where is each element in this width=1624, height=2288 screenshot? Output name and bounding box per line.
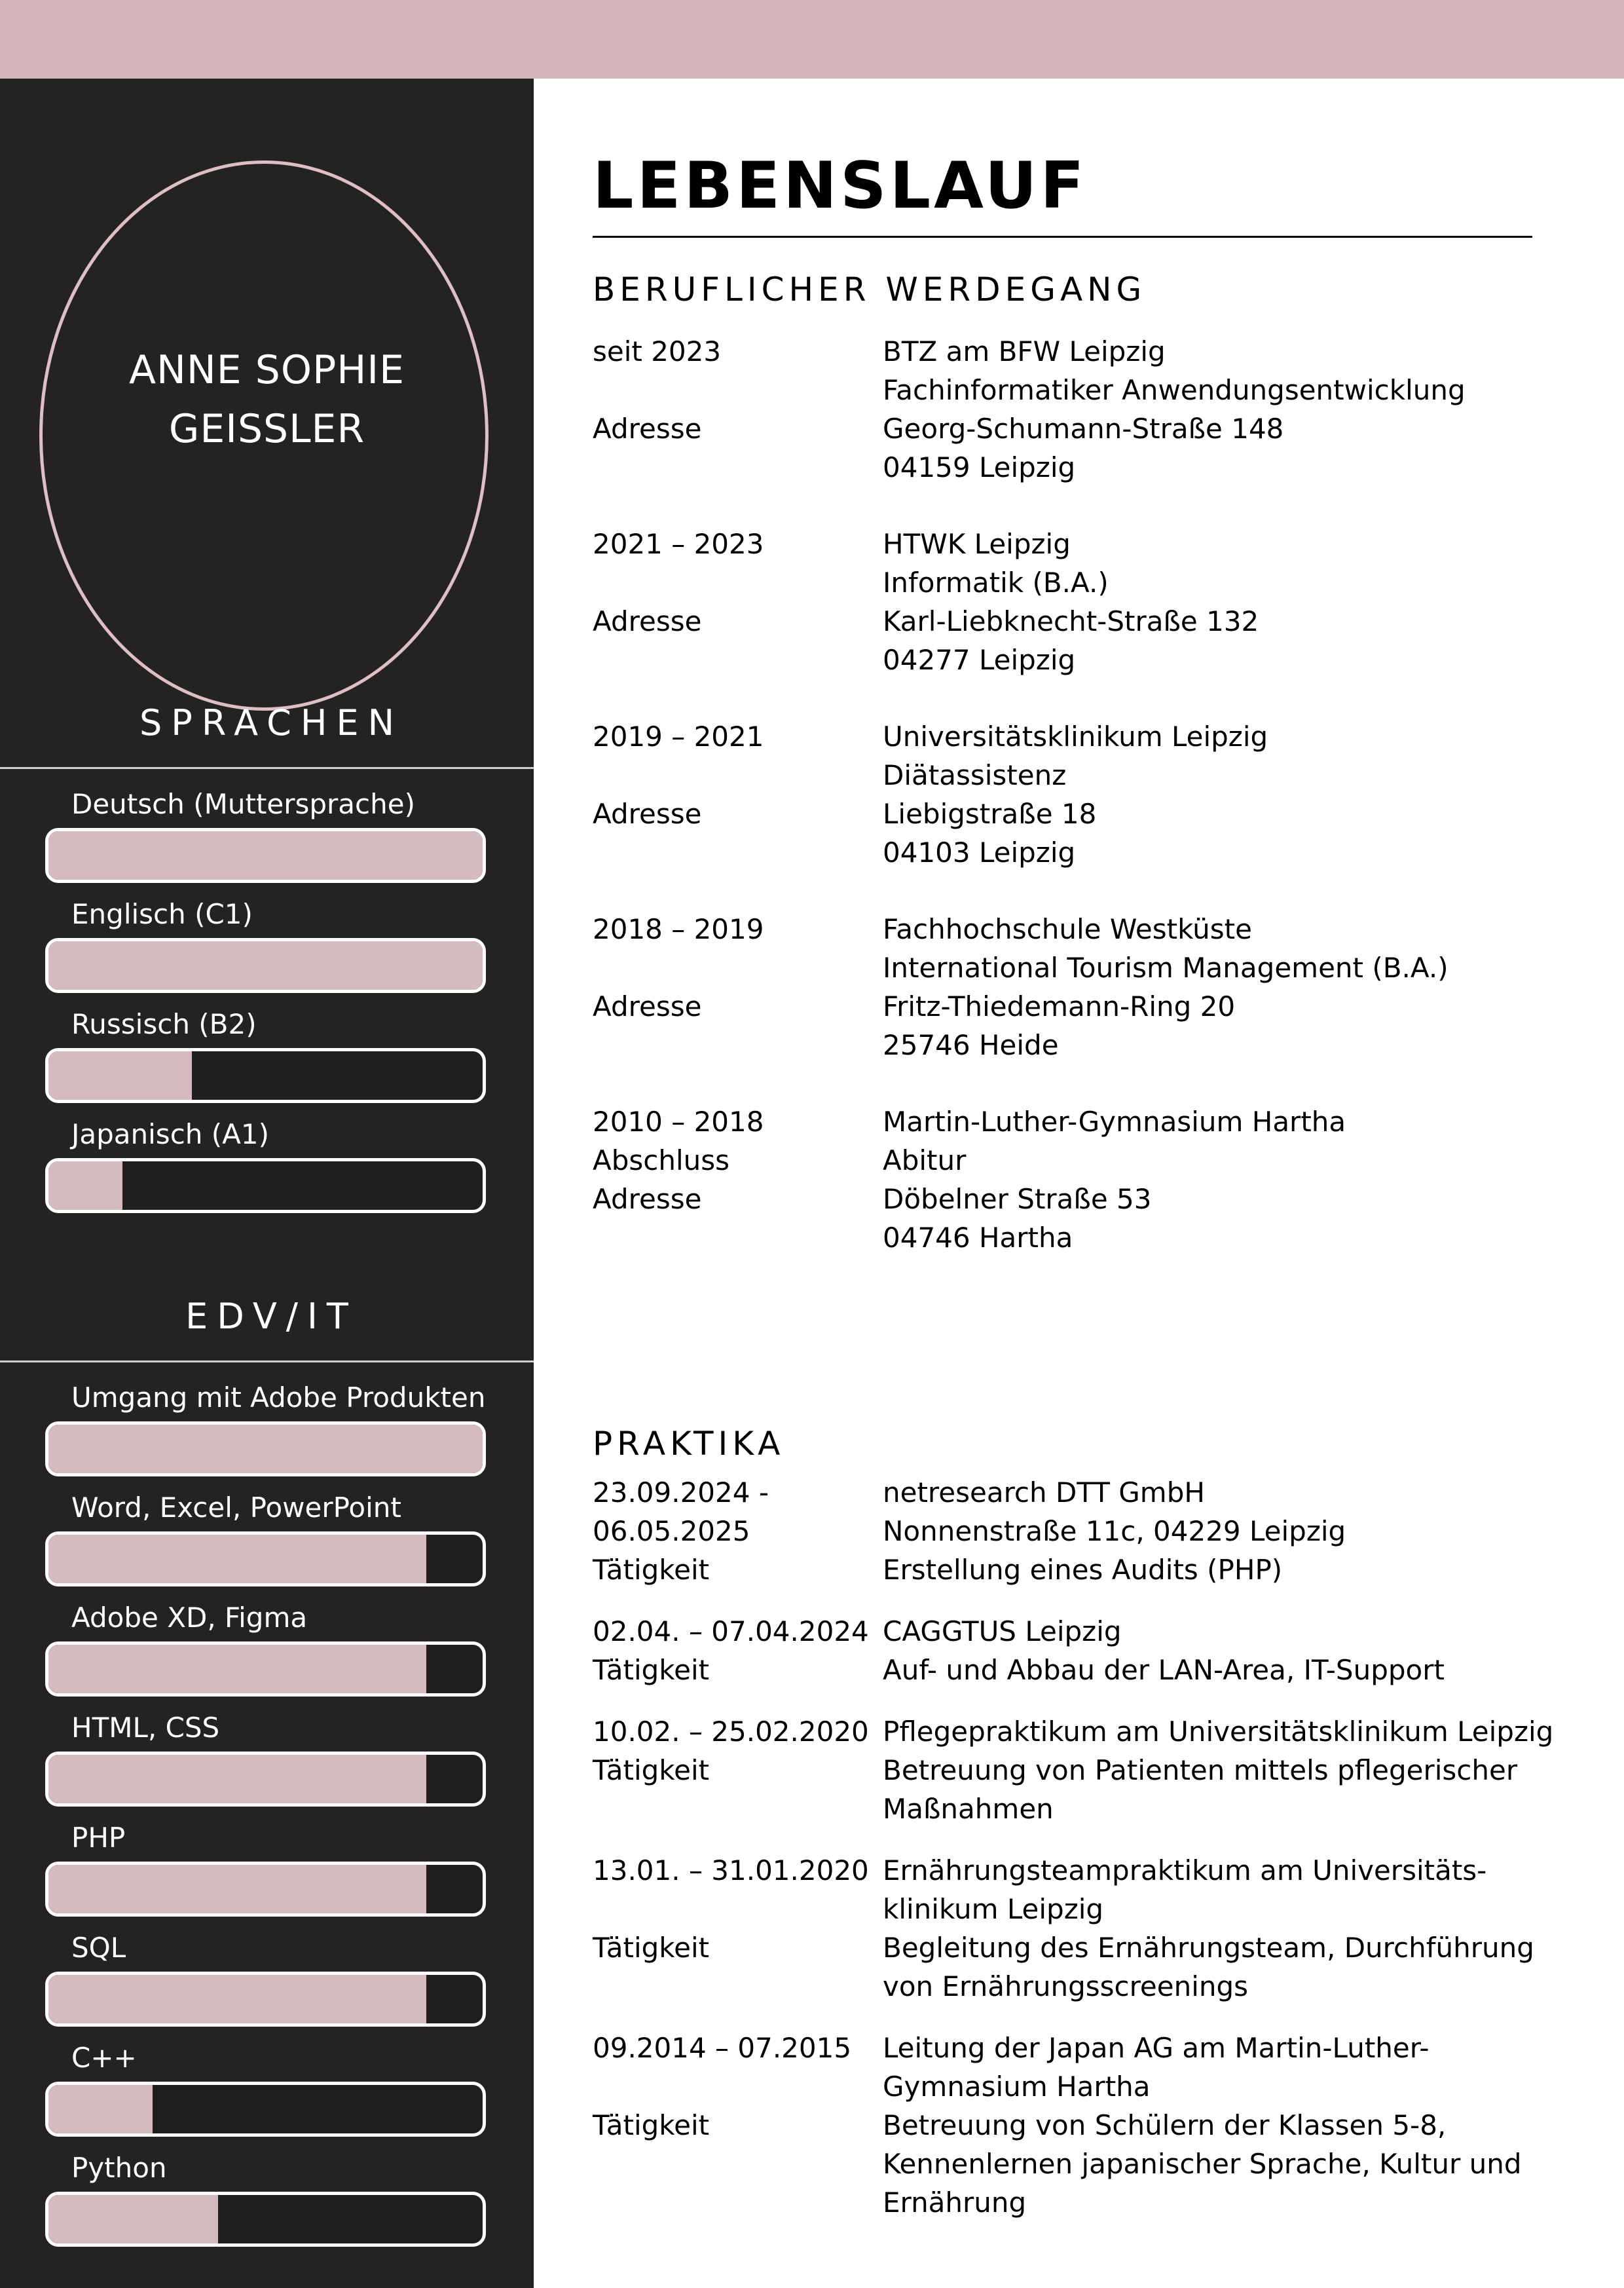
entry-value-line: Ernährung <box>883 2186 1027 2219</box>
entry-values <box>883 1550 1532 1589</box>
entry-value-line: Liebigstraße 18 <box>883 798 1097 830</box>
main-content <box>593 0 1554 2222</box>
entry-values <box>883 1102 1532 1141</box>
page-title: LEBENSLAUF <box>593 149 1088 223</box>
entry-values <box>883 1712 1553 1751</box>
entry-value-line: CAGGTUS Leipzig <box>883 1615 1122 1647</box>
entry-label: Tätigkeit <box>593 1932 710 1964</box>
entry-value-line: Betreuung von Schülern der Klassen 5-8, <box>883 2109 1447 2141</box>
person-name-line2: GEISSLER <box>168 406 365 452</box>
entry-label: 23.09.2024 - <box>593 1476 769 1509</box>
entry-values <box>883 332 1532 409</box>
entry-label: Adresse <box>593 990 702 1022</box>
entry-value-line: Erstellung eines Audits (PHP) <box>883 1554 1283 1586</box>
entry-label: 2021 – 2023 <box>593 528 764 560</box>
skill-item <box>0 2152 534 2247</box>
skill-item <box>0 1119 534 1213</box>
entry-values <box>883 1180 1532 1257</box>
cv-entry <box>593 2029 1532 2222</box>
entry-value-line: Nonnenstraße 11c, 04229 Leipzig <box>883 1515 1346 1547</box>
section-entries-werdegang <box>593 332 1532 1257</box>
skill-item <box>0 1712 534 1807</box>
entry-row <box>593 1550 1532 1589</box>
entry-value-line: HTWK Leipzig <box>883 528 1071 560</box>
entry-value-line: International Tourism Management (B.A.) <box>883 952 1449 984</box>
entry-row <box>593 795 1532 872</box>
skill-item <box>0 1822 534 1917</box>
entry-value-line: Georg-Schumann-Straße 148 <box>883 413 1284 445</box>
entry-row <box>593 1141 1532 1180</box>
entry-values <box>883 2029 1532 2106</box>
entry-row <box>593 602 1532 679</box>
skill-bar <box>45 2192 486 2247</box>
entry-value-line: 04103 Leipzig <box>883 836 1076 869</box>
skill-label: Umgang mit Adobe Produkten <box>71 1381 486 1414</box>
entry-values <box>883 2106 1532 2222</box>
skill-bar-fill <box>48 1161 122 1210</box>
entry-values <box>883 602 1532 679</box>
entry-label: Tätigkeit <box>593 1654 710 1686</box>
main-sections <box>593 271 1554 2222</box>
skill-bar-fill <box>48 1425 483 1473</box>
cv-entry <box>593 525 1532 679</box>
entry-label: 2010 – 2018 <box>593 1106 764 1138</box>
entry-label: Adresse <box>593 605 702 637</box>
entry-value-line: 04159 Leipzig <box>883 451 1076 483</box>
entry-row <box>593 1651 1532 1689</box>
entry-label: Abschluss <box>593 1144 730 1176</box>
skill-bar <box>45 1641 486 1697</box>
skill-bar-fill <box>48 1865 426 1913</box>
entry-row <box>593 1712 1554 1751</box>
skill-bar <box>45 828 486 883</box>
skill-label: Word, Excel, PowerPoint <box>71 1491 401 1524</box>
person-name-line1: ANNE SOPHIE <box>128 347 405 393</box>
entry-row <box>593 1512 1532 1550</box>
section-heading-praktika: PRAKTIKA <box>593 1425 785 1463</box>
entry-value-line: BTZ am BFW Leipzig <box>883 335 1166 367</box>
skill-list-sprachen <box>0 789 534 1213</box>
entry-value-line: Informatik (B.A.) <box>883 567 1109 599</box>
entry-label: seit 2023 <box>593 335 722 367</box>
cv-entry <box>593 332 1532 487</box>
entry-row <box>593 1612 1532 1651</box>
skill-bar <box>45 2082 486 2137</box>
entry-values <box>883 1612 1532 1651</box>
entry-value-line: Martin-Luther-Gymnasium Hartha <box>883 1106 1346 1138</box>
entry-row <box>593 409 1532 487</box>
skill-label: Deutsch (Muttersprache) <box>71 788 415 820</box>
sidebar-heading-sprachen: SPRACHEN <box>139 702 403 743</box>
skill-label: Adobe XD, Figma <box>71 1602 308 1634</box>
skill-bar <box>45 938 486 993</box>
skill-bar <box>45 1531 486 1586</box>
section-heading-werdegang: BERUFLICHER WERDEGANG <box>593 271 1147 309</box>
entry-value-line: Auf- und Abbau der LAN-Area, IT-Support <box>883 1654 1445 1686</box>
skill-bar-fill <box>48 2085 153 2133</box>
entry-value-line: klinikum Leipzig <box>883 1893 1104 1925</box>
skill-bar <box>45 1972 486 2027</box>
entry-row <box>593 910 1532 987</box>
skill-bar-fill <box>48 1051 192 1100</box>
entry-row <box>593 2106 1532 2222</box>
entry-value-line: Karl-Liebknecht-Straße 132 <box>883 605 1259 637</box>
skill-bar <box>45 1752 486 1807</box>
entry-row <box>593 1473 1532 1512</box>
entry-values <box>883 525 1532 602</box>
entry-label: 09.2014 – 07.2015 <box>593 2032 852 2064</box>
sidebar-divider <box>0 1360 534 1362</box>
entry-value-line: Maßnahmen <box>883 1793 1054 1825</box>
skill-bar-fill <box>48 1535 426 1583</box>
entry-label: 10.02. – 25.02.2020 <box>593 1716 869 1748</box>
entry-values <box>883 1751 1532 1828</box>
skill-item <box>0 2042 534 2137</box>
entry-value-line: Abitur <box>883 1144 967 1176</box>
entry-label: Adresse <box>593 798 702 830</box>
cv-entry <box>593 1851 1532 2006</box>
cv-entry <box>593 910 1532 1064</box>
entry-label: 13.01. – 31.01.2020 <box>593 1854 869 1886</box>
entry-row <box>593 1751 1532 1828</box>
entry-label: 2019 – 2021 <box>593 721 764 753</box>
entry-row <box>593 1180 1532 1257</box>
cv-entry <box>593 1712 1554 1828</box>
sidebar-sections <box>0 704 534 2247</box>
entry-label: Tätigkeit <box>593 2109 710 2141</box>
entry-value-line: Pflegepraktikum am Universitätsklinikum Leipzig <box>883 1716 1554 1748</box>
entry-values <box>883 717 1532 795</box>
skill-item <box>0 1932 534 2027</box>
entry-label: 06.05.2025 <box>593 1515 750 1547</box>
skill-label: C++ <box>71 2042 137 2074</box>
entry-values <box>883 1473 1532 1512</box>
skill-label: Russisch (B2) <box>71 1008 257 1040</box>
skill-bar-fill <box>48 1755 426 1803</box>
entry-value-line: 04746 Hartha <box>883 1222 1073 1254</box>
entry-label: Tätigkeit <box>593 1554 710 1586</box>
entry-value-line: Begleitung des Ernährungsteam, Durchführung <box>883 1932 1534 1964</box>
entry-values <box>883 1851 1532 1928</box>
skill-item <box>0 1382 534 1476</box>
cv-entry <box>593 1473 1532 1589</box>
entry-value-line: Universitätsklinikum Leipzig <box>883 721 1268 753</box>
cv-entry <box>593 717 1532 872</box>
entry-value-line: Fachinformatiker Anwendungsentwicklung <box>883 374 1466 406</box>
skill-bar <box>45 1862 486 1917</box>
entry-row <box>593 2029 1532 2106</box>
entry-value-line: Ernährungsteampraktikum am Universitäts- <box>883 1854 1487 1886</box>
skill-bar-fill <box>48 1975 426 2023</box>
section-entries-praktika <box>593 1473 1554 2222</box>
cv-entry <box>593 1102 1532 1257</box>
entry-value-line: Kennenlernen japanischer Sprache, Kultur und <box>883 2148 1522 2180</box>
skill-item <box>0 1602 534 1697</box>
skill-item <box>0 1492 534 1586</box>
entry-value-line: 04277 Leipzig <box>883 644 1076 676</box>
entry-label: 02.04. – 07.04.2024 <box>593 1615 869 1647</box>
skill-item <box>0 899 534 993</box>
skill-bar-fill <box>48 941 483 990</box>
entry-row <box>593 1102 1532 1141</box>
skill-label: Japanisch (A1) <box>71 1118 269 1150</box>
entry-value-line: Fritz-Thiedemann-Ring 20 <box>883 990 1236 1022</box>
entry-values <box>883 795 1532 872</box>
skill-bar <box>45 1048 486 1103</box>
entry-label: Adresse <box>593 413 702 445</box>
entry-values <box>883 409 1532 487</box>
entry-row <box>593 1851 1532 1928</box>
sidebar <box>0 79 534 2288</box>
skill-label: PHP <box>71 1822 126 1854</box>
skill-bar-fill <box>48 2195 218 2243</box>
skill-bar-fill <box>48 1645 426 1693</box>
entry-value-line: Döbelner Straße 53 <box>883 1183 1152 1215</box>
entry-values <box>883 1928 1534 2006</box>
skill-bar <box>45 1421 486 1476</box>
skill-label: HTML, CSS <box>71 1712 220 1744</box>
entry-label: 2018 – 2019 <box>593 913 764 945</box>
entry-value-line: 25746 Heide <box>883 1029 1059 1061</box>
skill-label: Englisch (C1) <box>71 898 253 930</box>
entry-label: Tätigkeit <box>593 1754 710 1786</box>
cv-entry <box>593 1612 1532 1689</box>
person-name <box>0 341 534 459</box>
skill-bar-fill <box>48 831 483 880</box>
skill-label: Python <box>71 2152 167 2184</box>
title-underline <box>593 236 1532 238</box>
entry-row <box>593 1928 1532 2006</box>
entry-value-line: Fachhochschule Westküste <box>883 913 1252 945</box>
entry-values <box>883 1512 1532 1550</box>
entry-value-line: Betreuung von Patienten mittels pflegerischer <box>883 1754 1518 1786</box>
skill-list-edv-it <box>0 1382 534 2247</box>
entry-values <box>883 1651 1532 1689</box>
entry-row <box>593 525 1532 602</box>
entry-value-line: Gymnasium Hartha <box>883 2071 1151 2103</box>
entry-values <box>883 987 1532 1064</box>
entry-row <box>593 332 1532 409</box>
entry-value-line: Diätassistenz <box>883 759 1067 791</box>
sidebar-divider <box>0 767 534 769</box>
entry-value-line: Leitung der Japan AG am Martin-Luther- <box>883 2032 1430 2064</box>
entry-value-line: netresearch DTT GmbH <box>883 1476 1205 1509</box>
skill-bar <box>45 1158 486 1213</box>
entry-label: Adresse <box>593 1183 702 1215</box>
skill-item <box>0 789 534 883</box>
skill-label: SQL <box>71 1932 126 1964</box>
entry-values <box>883 910 1532 987</box>
entry-value-line: von Ernährungsscreenings <box>883 1970 1249 2002</box>
sidebar-heading-edv-it: EDV/IT <box>185 1296 358 1337</box>
skill-item <box>0 1009 534 1103</box>
entry-row <box>593 717 1532 795</box>
entry-row <box>593 987 1532 1064</box>
entry-values <box>883 1141 1532 1180</box>
